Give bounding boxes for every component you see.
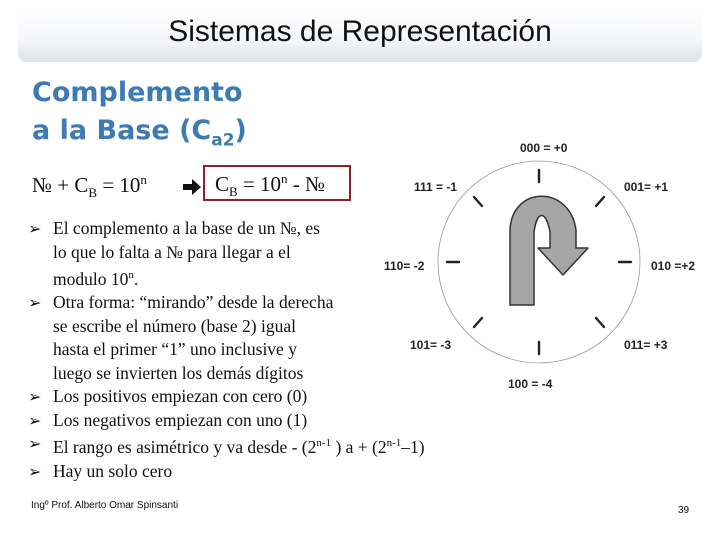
range-b: ) a + (2 bbox=[331, 437, 387, 458]
bullet-line: El complemento a la base de un №, es bbox=[53, 218, 320, 238]
complement-wheel-diagram bbox=[380, 130, 710, 400]
formula-left bbox=[32, 172, 147, 201]
range-a: El rango es asimétrico y va desde - (2 bbox=[53, 437, 317, 458]
heading-line-2-end: ) bbox=[234, 115, 247, 146]
wheel-circle bbox=[438, 161, 640, 363]
wheel-label-top: 000 = +0 bbox=[520, 141, 568, 155]
footer-author: Ingº Prof. Alberto Omar Spinsanti bbox=[31, 500, 179, 511]
range-sup1: n-1 bbox=[316, 437, 332, 450]
heading-line-2 bbox=[32, 112, 247, 159]
bullet-item bbox=[28, 409, 498, 433]
heading-line-2-main: a la Base (C bbox=[32, 115, 212, 146]
bullet-line: lo que lo falta a № para llegar a el bbox=[53, 241, 291, 262]
wheel-label-left: 110= -2 bbox=[384, 259, 425, 273]
bullet-line: Hay un solo cero bbox=[53, 460, 173, 481]
heading-line-1: Complemento bbox=[32, 77, 243, 108]
formula-box bbox=[203, 165, 351, 201]
tick-mark bbox=[474, 318, 482, 327]
arrow-bullet-icon: ➢ bbox=[28, 293, 42, 313]
wheel-label-top-right: 001= +1 bbox=[624, 180, 669, 194]
formula-box-c: C bbox=[215, 172, 230, 196]
wheel-label-bottom: 100 = -4 bbox=[508, 377, 553, 391]
bullet-tail-end: . bbox=[133, 268, 139, 289]
formula-left-sup: n bbox=[140, 172, 147, 187]
bullet-tail-sup: n bbox=[128, 269, 134, 281]
bullet-line: Los negativos empiezan con uno (1) bbox=[53, 409, 308, 430]
bullet-line bbox=[53, 432, 498, 459]
wheel-label-right: 010 =+2 bbox=[651, 259, 696, 273]
slide-title: Sistemas de Representación bbox=[168, 15, 552, 48]
page-number: 39 bbox=[678, 505, 690, 516]
formula-box-sub: B bbox=[229, 184, 238, 200]
tick-mark bbox=[596, 197, 604, 206]
formula-box-sup: n bbox=[281, 171, 288, 186]
arrow-bullet-icon: ➢ bbox=[28, 434, 42, 454]
tick-mark bbox=[596, 318, 604, 327]
section-heading bbox=[32, 74, 247, 159]
curved-arrow-icon bbox=[510, 196, 588, 305]
heading-line-2-sub: a2 bbox=[211, 130, 235, 151]
formula-left-eq: = 10 bbox=[97, 173, 141, 197]
bullet-line: hasta el primer “1” uno inclusive y bbox=[53, 339, 297, 360]
formula-left-part1: № + C bbox=[32, 173, 89, 197]
arrow-bullet-icon: ➢ bbox=[28, 461, 42, 481]
wheel-label-bottom-left: 101= -3 bbox=[410, 338, 452, 352]
formula-left-sub: B bbox=[88, 185, 98, 201]
formula-box-eq: = 10 bbox=[237, 172, 282, 196]
arrow-bullet-icon: ➢ bbox=[28, 410, 42, 430]
wheel-label-bottom-right: 011= +3 bbox=[624, 338, 668, 352]
bullet-line: luego se invierten los demás dígitos bbox=[53, 362, 304, 383]
wheel-label-top-left: 111 = -1 bbox=[414, 180, 458, 194]
bullet-item bbox=[28, 460, 498, 484]
range-c: –1) bbox=[401, 437, 425, 458]
bullet-line: Los positivos empiezan con cero (0) bbox=[53, 386, 308, 407]
bullet-line: se escribe el número (base 2) igual bbox=[53, 315, 296, 336]
range-sup2: n-1 bbox=[386, 437, 402, 450]
formula-box-rest: - № bbox=[287, 172, 326, 196]
tick-mark bbox=[474, 197, 482, 206]
arrow-bullet-icon: ➢ bbox=[28, 387, 42, 407]
bullet-line: Otra forma: “mirando” desde la derecha bbox=[53, 292, 334, 313]
bullet-item bbox=[28, 432, 498, 459]
arrow-bullet-icon: ➢ bbox=[28, 219, 42, 238]
bullet-tail: modulo 10 bbox=[53, 268, 129, 289]
right-arrow-icon bbox=[182, 177, 202, 197]
